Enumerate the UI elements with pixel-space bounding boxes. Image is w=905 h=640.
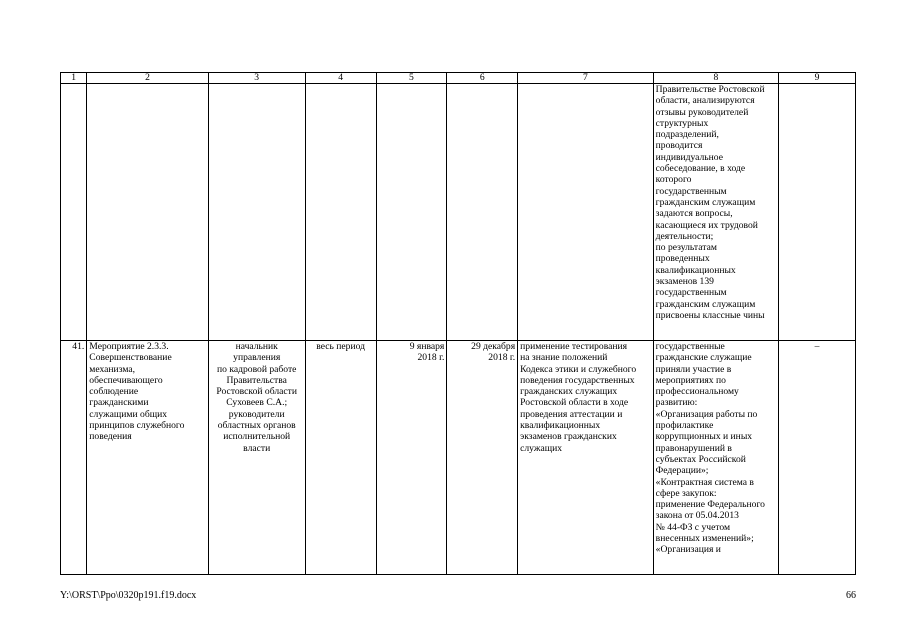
table-row: [61, 341, 856, 575]
result-cell-continued: Правительстве Ростовской области, анализируются отзывы руководителей структурных подразделений, проводится индивидуальное собеседование, в ходе которого государственным гражданским служащим задаются вопросы, касающиеся их трудовой деятельности; по результатам проведенных квалификационных экзаменов 139 государственным гражданским служащим присвоены классные чины: [653, 84, 778, 341]
empty-cell: [87, 84, 208, 341]
note-cell: –: [779, 341, 856, 575]
header-cell-9: 9: [779, 73, 856, 84]
responsible-cell: начальник управления по кадровой работе Правительства Ростовской области Суховеев С.А.; руководители областных органов исполнительной власти: [208, 341, 305, 575]
expected-result-cell: применение тестирования на знание положений Кодекса этики и служебного поведения государственных гражданских служащих Ростовской области в ходе проведения аттестации и квалификационных экзаменов гражданских служащих: [518, 341, 654, 575]
end-date-cell: 29 декабря 2018 г.: [447, 341, 518, 575]
header-cell-3: 3: [208, 73, 305, 84]
report-table: [60, 72, 856, 575]
file-path-footer: Y:\ORST\Ppo\0320p191.f19.docx: [60, 590, 197, 601]
page-number: 66: [846, 590, 856, 601]
header-cell-1: 1: [61, 73, 87, 84]
start-date-cell: 9 января 2018 г.: [376, 341, 447, 575]
empty-cell: [518, 84, 654, 341]
event-cell: Мероприятие 2.3.3. Совершенствование механизма, обеспечивающего соблюдение гражданскими служащими общих принципов служебного поведения: [87, 341, 208, 575]
row-number: 41.: [61, 341, 87, 575]
empty-cell: [61, 84, 87, 341]
empty-cell: [376, 84, 447, 341]
header-cell-2: 2: [87, 73, 208, 84]
empty-cell: [447, 84, 518, 341]
table-row: [61, 84, 856, 341]
result-cell: государственные гражданские служащие приняли участие в мероприятиях по профессиональному развитию: «Организация работы по профилактике коррупционных и иных правонарушений в субъектах Российской Федерации»; «Контрактная система в сфере закупок: применение Федерального закона от 05.04.2013 № 44-ФЗ с учетом внесенных изменений»; «Организация и: [653, 341, 778, 575]
period-cell: весь период: [305, 341, 376, 575]
header-cell-8: 8: [653, 73, 778, 84]
header-cell-5: 5: [376, 73, 447, 84]
header-cell-6: 6: [447, 73, 518, 84]
header-cell-7: 7: [518, 73, 654, 84]
header-row: [61, 73, 856, 84]
empty-cell: [779, 84, 856, 341]
empty-cell: [208, 84, 305, 341]
header-cell-4: 4: [305, 73, 376, 84]
empty-cell: [305, 84, 376, 341]
